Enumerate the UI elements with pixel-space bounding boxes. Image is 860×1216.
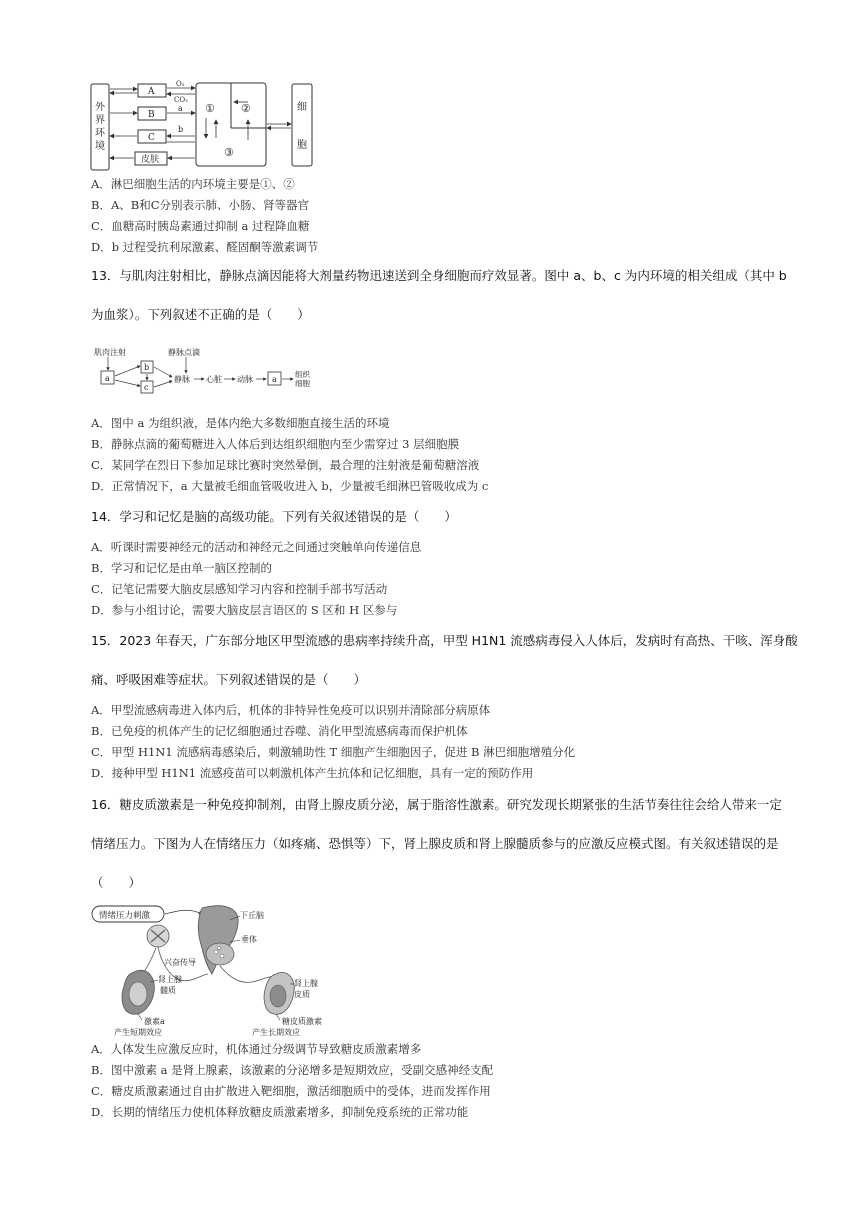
q13-injection-label: 肌肉注射 — [94, 348, 126, 357]
q12-env-char-2: 界 — [95, 115, 105, 126]
q16-short-effect-label: 产生短期效应 — [114, 1028, 162, 1037]
q16-diagram — [90, 902, 340, 1038]
q16-cortex-label-1: 肾上腺 — [294, 979, 318, 988]
q14-option-a: A．听课时需要神经元的活动和神经元之间通过突触单向传递信息 — [91, 540, 422, 554]
q16-stem-line3: （ ） — [91, 875, 142, 890]
q12-region-2: ② — [241, 102, 251, 115]
q12-option-c: C．血糖高时胰岛素通过抑制 a 过程降血糖 — [91, 219, 310, 233]
q15-stem-line2: 痛、呼吸困难等症状。下列叙述错误的是（ ） — [91, 672, 367, 687]
q15-option-b: B．已免疫的机体产生的记忆细胞通过吞噬、消化甲型流感病毒而保护机体 — [91, 724, 468, 738]
q12-env-char-1: 外 — [95, 102, 105, 113]
q15-stem-line1: 15．2023 年春天，广东部分地区甲型流感的患病率持续升高，甲型 H1N1 流感病毒侵入人体后，发病时有高热、干咳、浑身酸 — [91, 633, 798, 648]
q16-option-a: A．人体发生应激反应时，机体通过分级调节导致糖皮质激素增多 — [91, 1042, 422, 1056]
q13-option-d: D．正常情况下，a 大量被毛细血管吸收进入 b，少量被毛细淋巴管吸收成为 c — [91, 479, 489, 493]
q13-diagram — [90, 344, 320, 394]
q16-medulla-label-1: 肾上腺 — [158, 975, 182, 984]
q16-option-b: B．图中激素 a 是肾上腺素，该激素的分泌增多是短期效应，受副交感神经支配 — [91, 1063, 494, 1077]
q12-option-b: B．A、B和C分别表示肺、小肠、肾等器官 — [91, 198, 310, 212]
q16-stress-label: 情绪压力刺激 — [99, 911, 151, 921]
q12-box-c: C — [148, 133, 155, 143]
q14-stem: 14．学习和记忆是脑的高级功能。下列有关叙述错误的是（ ） — [91, 509, 457, 524]
q13-heart-label: 心脏 — [206, 375, 222, 384]
q13-tissue-label-2: 细胞 — [295, 379, 310, 388]
q13-tissue-label-1: 组织 — [295, 370, 310, 379]
q13-drip-label: 静脉点滴 — [168, 348, 200, 357]
q16-option-c: C．糖皮质激素通过自由扩散进入靶细胞，激活细胞质中的受体，进而发挥作用 — [91, 1084, 491, 1098]
q12-label-o2: O₂ — [176, 80, 185, 88]
q16-option-d: D．长期的情绪压力使机体释放糖皮质激素增多，抑制免疫系统的正常功能 — [91, 1105, 469, 1119]
q14-option-b: B．学习和记忆是由单一脑区控制的 — [91, 561, 272, 575]
q13-box-c: c — [144, 383, 149, 392]
q16-cortisol-label: 糖皮质激素 — [282, 1017, 322, 1026]
q12-box-b: B — [148, 110, 155, 120]
q12-region-3: ③ — [224, 146, 234, 159]
q12-option-a: A．淋巴细胞生活的内环境主要是①、② — [91, 177, 295, 191]
q14-option-d: D．参与小组讨论，需要大脑皮层言语区的 S 区和 H 区参与 — [91, 603, 398, 617]
q12-env-char-3: 环 — [95, 128, 105, 139]
q12-label-b: b — [178, 125, 184, 134]
q13-vein-label: 静脉 — [174, 375, 190, 384]
q13-option-b: B．静脉点滴的葡萄糖进入人体后到达组织细胞内至少需穿过 3 层细胞膜 — [91, 437, 460, 451]
q16-medulla-label-2: 髓质 — [160, 986, 176, 995]
q15-option-c: C．甲型 H1N1 流感病毒感染后，刺激辅助性 T 细胞产生细胞因子，促进 B 淋巴细胞增殖分化 — [91, 745, 576, 759]
q13-box-a2: a — [272, 375, 277, 384]
q12-env-char-4: 境 — [95, 141, 105, 152]
q13-stem-line1: 13．与肌肉注射相比，静脉点滴因能将大剂量药物迅速送到全身细胞而疗效显著。图中 a、b、c 为内环境的相关组成（其中 b — [91, 268, 787, 283]
q14-option-c: C．记笔记需要大脑皮层感知学习内容和控制手部书写活动 — [91, 582, 388, 596]
q16-cortex-label-2: 皮质 — [294, 990, 310, 999]
q16-long-effect-label: 产生长期效应 — [252, 1028, 300, 1037]
q13-option-a: A．图中 a 为组织液，是体内绝大多数细胞直接生活的环境 — [91, 416, 390, 430]
q16-stem-line1: 16．糖皮质激素是一种免疫抑制剂，由肾上腺皮质分泌，属于脂溶性激素。研究发现长期紧张的生活节奏往往会给人带来一定 — [91, 797, 782, 812]
q12-diagram — [88, 80, 323, 175]
q16-excite-label: 兴奋传导 — [164, 958, 196, 967]
q12-option-d: D．b 过程受抗利尿激素、醛固酮等激素调节 — [91, 240, 319, 254]
q16-stem-line2: 情绪压力。下图为人在情绪压力（如疼痛、恐惧等）下，肾上腺皮质和肾上腺髓质参与的应激反应模式图。有关叙述错误的是 — [91, 836, 779, 851]
q16-pituitary-label: 垂体 — [241, 935, 257, 944]
q12-box-skin: 皮肤 — [141, 155, 160, 165]
q12-label-a: a — [178, 104, 183, 113]
q13-artery-label: 动脉 — [237, 375, 253, 384]
q12-label-co2: CO₂ — [174, 96, 188, 104]
q15-option-a: A．甲型流感病毒进入体内后，机体的非特异性免疫可以识别并清除部分病原体 — [91, 703, 491, 717]
q15-option-d: D．接种甲型 H1N1 流感疫苗可以刺激机体产生抗体和记忆细胞，具有一定的预防作用 — [91, 766, 534, 780]
q12-cell-char-1: 细 — [297, 102, 307, 113]
q12-region-1: ① — [205, 102, 215, 115]
q16-hypothalamus-label: 下丘脑 — [240, 911, 264, 920]
q13-box-a1: a — [105, 374, 110, 383]
q13-stem-line2: 为血浆）。下列叙述不正确的是（ ） — [91, 307, 310, 322]
q16-hormone-a-label: 激素a — [144, 1017, 165, 1026]
q13-box-b: b — [144, 363, 150, 372]
q12-cell-char-2: 胞 — [297, 140, 307, 151]
q12-box-a: A — [148, 87, 155, 97]
q13-option-c: C．某同学在烈日下参加足球比赛时突然晕倒，最合理的注射液是葡萄糖溶液 — [91, 458, 480, 472]
